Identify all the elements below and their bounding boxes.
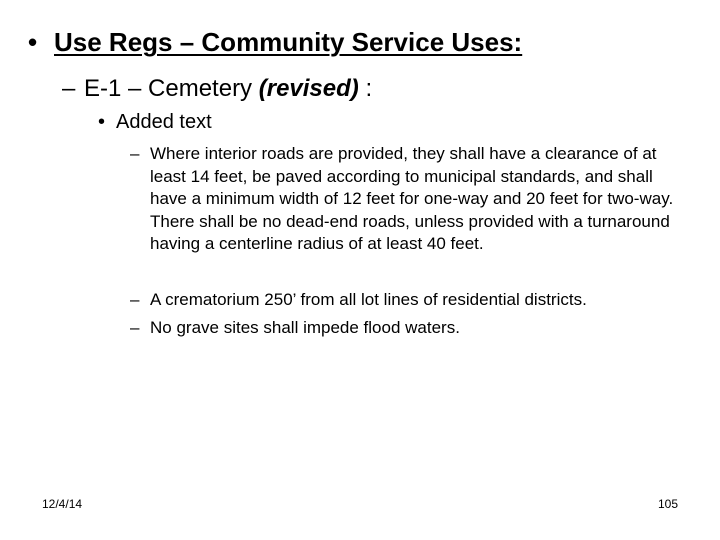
list-item-dash: – bbox=[130, 318, 140, 337]
list-item-crematorium bbox=[130, 289, 690, 312]
list-item-dash: – bbox=[130, 144, 140, 163]
list-item-grave-sites bbox=[130, 317, 690, 340]
added-text-bullet: • bbox=[98, 111, 106, 133]
slide-title bbox=[28, 22, 522, 62]
added-text-label: Added text bbox=[116, 111, 212, 133]
added-text-bullet-item bbox=[98, 108, 212, 136]
subheading-dash: – bbox=[62, 75, 76, 102]
list-item-text: No grave sites shall impede flood waters. bbox=[150, 318, 460, 337]
list-item-text: A crematorium 250’ from all lot lines of residential districts. bbox=[150, 290, 587, 309]
subheading-cemetery bbox=[62, 72, 372, 106]
list-item-dash: – bbox=[130, 290, 140, 309]
subheading-text: E-1 – Cemetery bbox=[84, 75, 259, 102]
footer-page-number: 105 bbox=[657, 497, 678, 511]
title-text: Use Regs – Community Service Uses: bbox=[54, 27, 523, 57]
footer-date: 12/4/14 bbox=[42, 497, 83, 511]
list-item-interior-roads bbox=[130, 143, 690, 256]
revised-label: (revised) bbox=[258, 75, 359, 102]
subheading-suffix: : bbox=[358, 75, 373, 102]
list-item-text: Where interior roads are provided, they shall have a clearance of at least 14 feet, be paved according to municipal standards, and shall have a minimum width of 12 feet for one-way and 20 feet for two-way. There shall be no dead-end roads, unless provided with a turnaround having a centerline radius of at least 40 feet. bbox=[150, 144, 674, 253]
title-bullet: • bbox=[28, 27, 38, 57]
